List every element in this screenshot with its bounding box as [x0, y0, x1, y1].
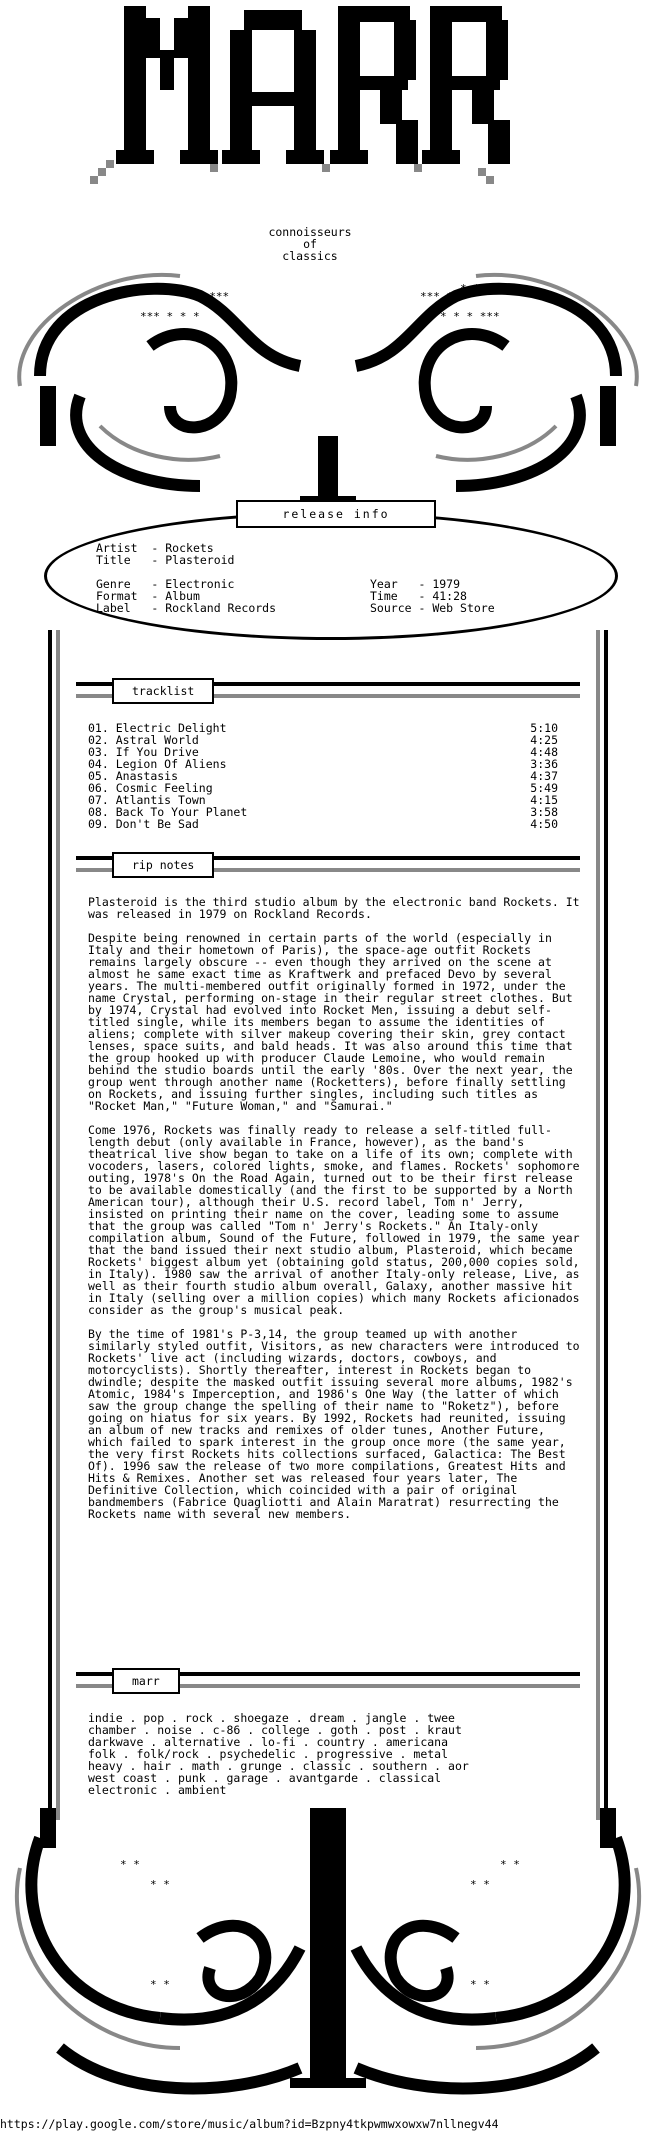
track-title: Legion Of Aliens [115, 757, 227, 771]
track-title: Cosmic Feeling [115, 781, 213, 795]
marr-header [76, 1670, 580, 1694]
svg-text:* *: * * [150, 1978, 170, 1991]
tracklist-header [76, 680, 580, 704]
year-value: 1979 [432, 577, 461, 591]
svg-text:* *: * * [120, 1858, 140, 1871]
genre-line: darkwave . alternative . lo-fi . country . americana [88, 1735, 449, 1749]
genre-line: folk . folk/rock . psychedelic . progressive . metal [88, 1747, 449, 1761]
svg-text:*** * * *: *** * * * [140, 310, 200, 323]
rip-notes-paragraph: Despite being renowned in certain parts of the world (especially in Italy and their hometown of Paris), the space-age outfit Rockets remains largely obscure -- even though they arrived on the scene at almost he same exact time as Kraftwerk and prefaced Devo by several years. The multi-membered outfit originally formed in 1972, under the name Crystal, performing on-stage in their regular street clothes. But by 1974, Crystal had evolved into Rocket Men, issuing a debut self-titled single, while its members began to assume the identities of aliens; complete with silver makeup covering their skin, grey contact lenses, space suits, and bald heads. It was also around this time that the group hooked up with producer Claude Lemoine, who would remain behind the studio boards until the early '80s. Over the next year, the group went through another name (Rocketters), before finally settling on Rockets, and issuing further singles, including such titles as "Rocket Man," "Future Woman," and "Samurai." [88, 931, 573, 1113]
frame-left-bar [48, 630, 52, 1820]
genre-key: Genre [96, 577, 131, 591]
time-row: Time - 41:28 [370, 589, 467, 603]
track-number: 07. [88, 793, 109, 807]
rip-notes-paragraph: By the time of 1981's P-3,14, the group teamed up with another similarly styled outfit, Visitors, as new characters were introduced to Rockets' live act (including wizards, doctors, cowboys, and motorcyclists). Shortly thereafter, interest in Rockets began to dwindle; despite the masked outfit issuing several more albums, 1982's Atomic, 1984's Imperception, and 1986's One Way (the latter of which saw the group change the spelling of their name to "Roketz"), before going on hiatus for six years. By 1992, Rockets had reunited, issuing an album of new tracks and remixes of older tunes, Another Future, which failed to spark interest in the group once more (the same year, the very first Rockets hits collections surfaced, Galactica: The Best Of). 1996 saw the release of two more compilations, Greatest Hits and Hits & Remixes. Another set was released four years later, The Definitive Collection, which coincided with a pair of original bandmembers (Fabrice Quagliotti and Alain Maratrat) resurrecting the Rockets name with several new members. [88, 1327, 580, 1521]
track-title: Don't Be Sad [115, 817, 199, 831]
svg-text:* *: * * [470, 1978, 490, 1991]
track-title: Electric Delight [115, 721, 227, 735]
track-time: 4:48 [530, 745, 558, 759]
rip-notes-paragraph: Plasteroid is the third studio album by the electronic band Rockets. It was released in 1979 on Rockland Records. [88, 895, 580, 921]
svg-text:*** *: *** * [420, 290, 454, 303]
genre-line: chamber . noise . c-86 . college . goth . post . kraut [88, 1723, 462, 1737]
source-key: Source [370, 601, 412, 615]
label-row: Label - Rockland Records [96, 601, 277, 615]
track-number: 06. [88, 781, 109, 795]
frame-left-bar-inner [56, 630, 60, 1820]
rip-notes-header [76, 854, 580, 878]
rip-notes-body [88, 896, 580, 1532]
time-value: 41:28 [432, 589, 467, 603]
artist-row: Artist - Rockets [96, 541, 214, 555]
track-title: If You Drive [115, 745, 199, 759]
track-number: 04. [88, 757, 109, 771]
track-number: 09. [88, 817, 109, 831]
svg-text:* *: * * [150, 1878, 170, 1891]
track-title: Back To Your Planet [115, 805, 248, 819]
svg-text:* ***: * *** [196, 290, 230, 303]
svg-text:* * * ***: * * * *** [440, 310, 500, 323]
track-time: 4:50 [530, 817, 558, 831]
frame-right-bar [604, 630, 608, 1820]
source-value: Web Store [432, 601, 495, 615]
genre-row: Genre - Electronic [96, 577, 235, 591]
format-value: Album [165, 589, 200, 603]
title-row: Title - Plasteroid [96, 553, 235, 567]
frame-right-bar-inner [596, 630, 600, 1820]
tracklist [88, 722, 558, 830]
marr-label: marr [112, 1668, 180, 1694]
top-scroll-ornament [0, 256, 656, 506]
label-key: Label [96, 601, 131, 615]
title-key: Title [96, 553, 131, 567]
svg-text:* *: * * [500, 1858, 520, 1871]
marr-logo [80, 0, 520, 220]
artist-key: Artist [96, 541, 138, 555]
track-time: 4:37 [530, 769, 558, 783]
release-info-label [236, 500, 436, 528]
label-value: Rockland Records [165, 601, 277, 615]
year-row: Year - 1979 [370, 577, 461, 591]
tracklist-label: tracklist [112, 678, 214, 704]
time-key: Time [370, 589, 398, 603]
artist-value: Rockets [165, 541, 214, 555]
genre-line: west coast . punk . garage . avantgarde . classical [88, 1771, 442, 1785]
rip-notes-paragraph: Come 1976, Rockets was finally ready to release a self-titled full-length debut (only available in France, however), as the band's theatrical live show began to take on a life of its own; complete with vocoders, lasers, colored lights, smoke, and flames. Rockets' sophomore outing, 1978's On the Road Again, turned out to be their first release to be available domestically (and the first to be supported by a North American tour), although their U.S. record label, Tom n' Jerry, insisted on printing their name on the cover, leading some to assume that the group was called "Tom n' Jerry's Rockets." An Italy-only compilation album, Sound of the Future, followed in 1979, the same year that the band issued their next studio album, Plasteroid, which became Rockets' biggest album yet (obtaining gold status, 200,000 copies sold, in Italy). 1980 saw the arrival of another Italy-only release, Live, as well as their fourth studio album overall, Galaxy, another massive hit in Italy (selling over a million copies) which many Rockets aficionados consider as the group's musical peak. [88, 1123, 580, 1317]
svg-text:* *: * * [150, 282, 170, 295]
release-info-panel [44, 512, 618, 640]
source-url[interactable]: https://play.google.com/store/music/album?id=Bzpny4tkpwmwxowxw7nllnegv44 [0, 2117, 499, 2131]
track-number: 05. [88, 769, 109, 783]
genre-line: electronic . ambient [88, 1783, 227, 1797]
track-number: 08. [88, 805, 109, 819]
svg-text:* *: * * [460, 282, 480, 295]
track-time: 4:25 [530, 733, 558, 747]
format-key: Format [96, 589, 138, 603]
track-time: 3:58 [530, 805, 558, 819]
svg-text:* *: * * [470, 1878, 490, 1891]
track-time: 5:49 [530, 781, 558, 795]
source-row: Source - Web Store [370, 601, 495, 615]
track-title: Astral World [115, 733, 199, 747]
rip-notes-label: rip notes [112, 852, 214, 878]
track-time: 4:15 [530, 793, 558, 807]
track-row [88, 818, 558, 830]
genre-line: heavy . hair . math . grunge . classic . southern . aor [88, 1759, 469, 1773]
track-number: 02. [88, 733, 109, 747]
title-value: Plasteroid [165, 553, 235, 567]
track-time: 3:36 [530, 757, 558, 771]
year-key: Year [370, 577, 398, 591]
track-number: 03. [88, 745, 109, 759]
track-title: Atlantis Town [115, 793, 206, 807]
format-row: Format - Album [96, 589, 200, 603]
genre-list [88, 1712, 588, 1796]
release-info-label-text: release info [282, 507, 390, 521]
genre-line: indie . pop . rock . shoegaze . dream . jangle . twee [88, 1711, 455, 1725]
track-time: 5:10 [530, 721, 558, 735]
track-number: 01. [88, 721, 109, 735]
track-title: Anastasis [115, 769, 179, 783]
tagline: connoisseurs of classics [268, 225, 352, 263]
bottom-scroll-ornament [0, 1808, 656, 2108]
genre-value: Electronic [165, 577, 235, 591]
